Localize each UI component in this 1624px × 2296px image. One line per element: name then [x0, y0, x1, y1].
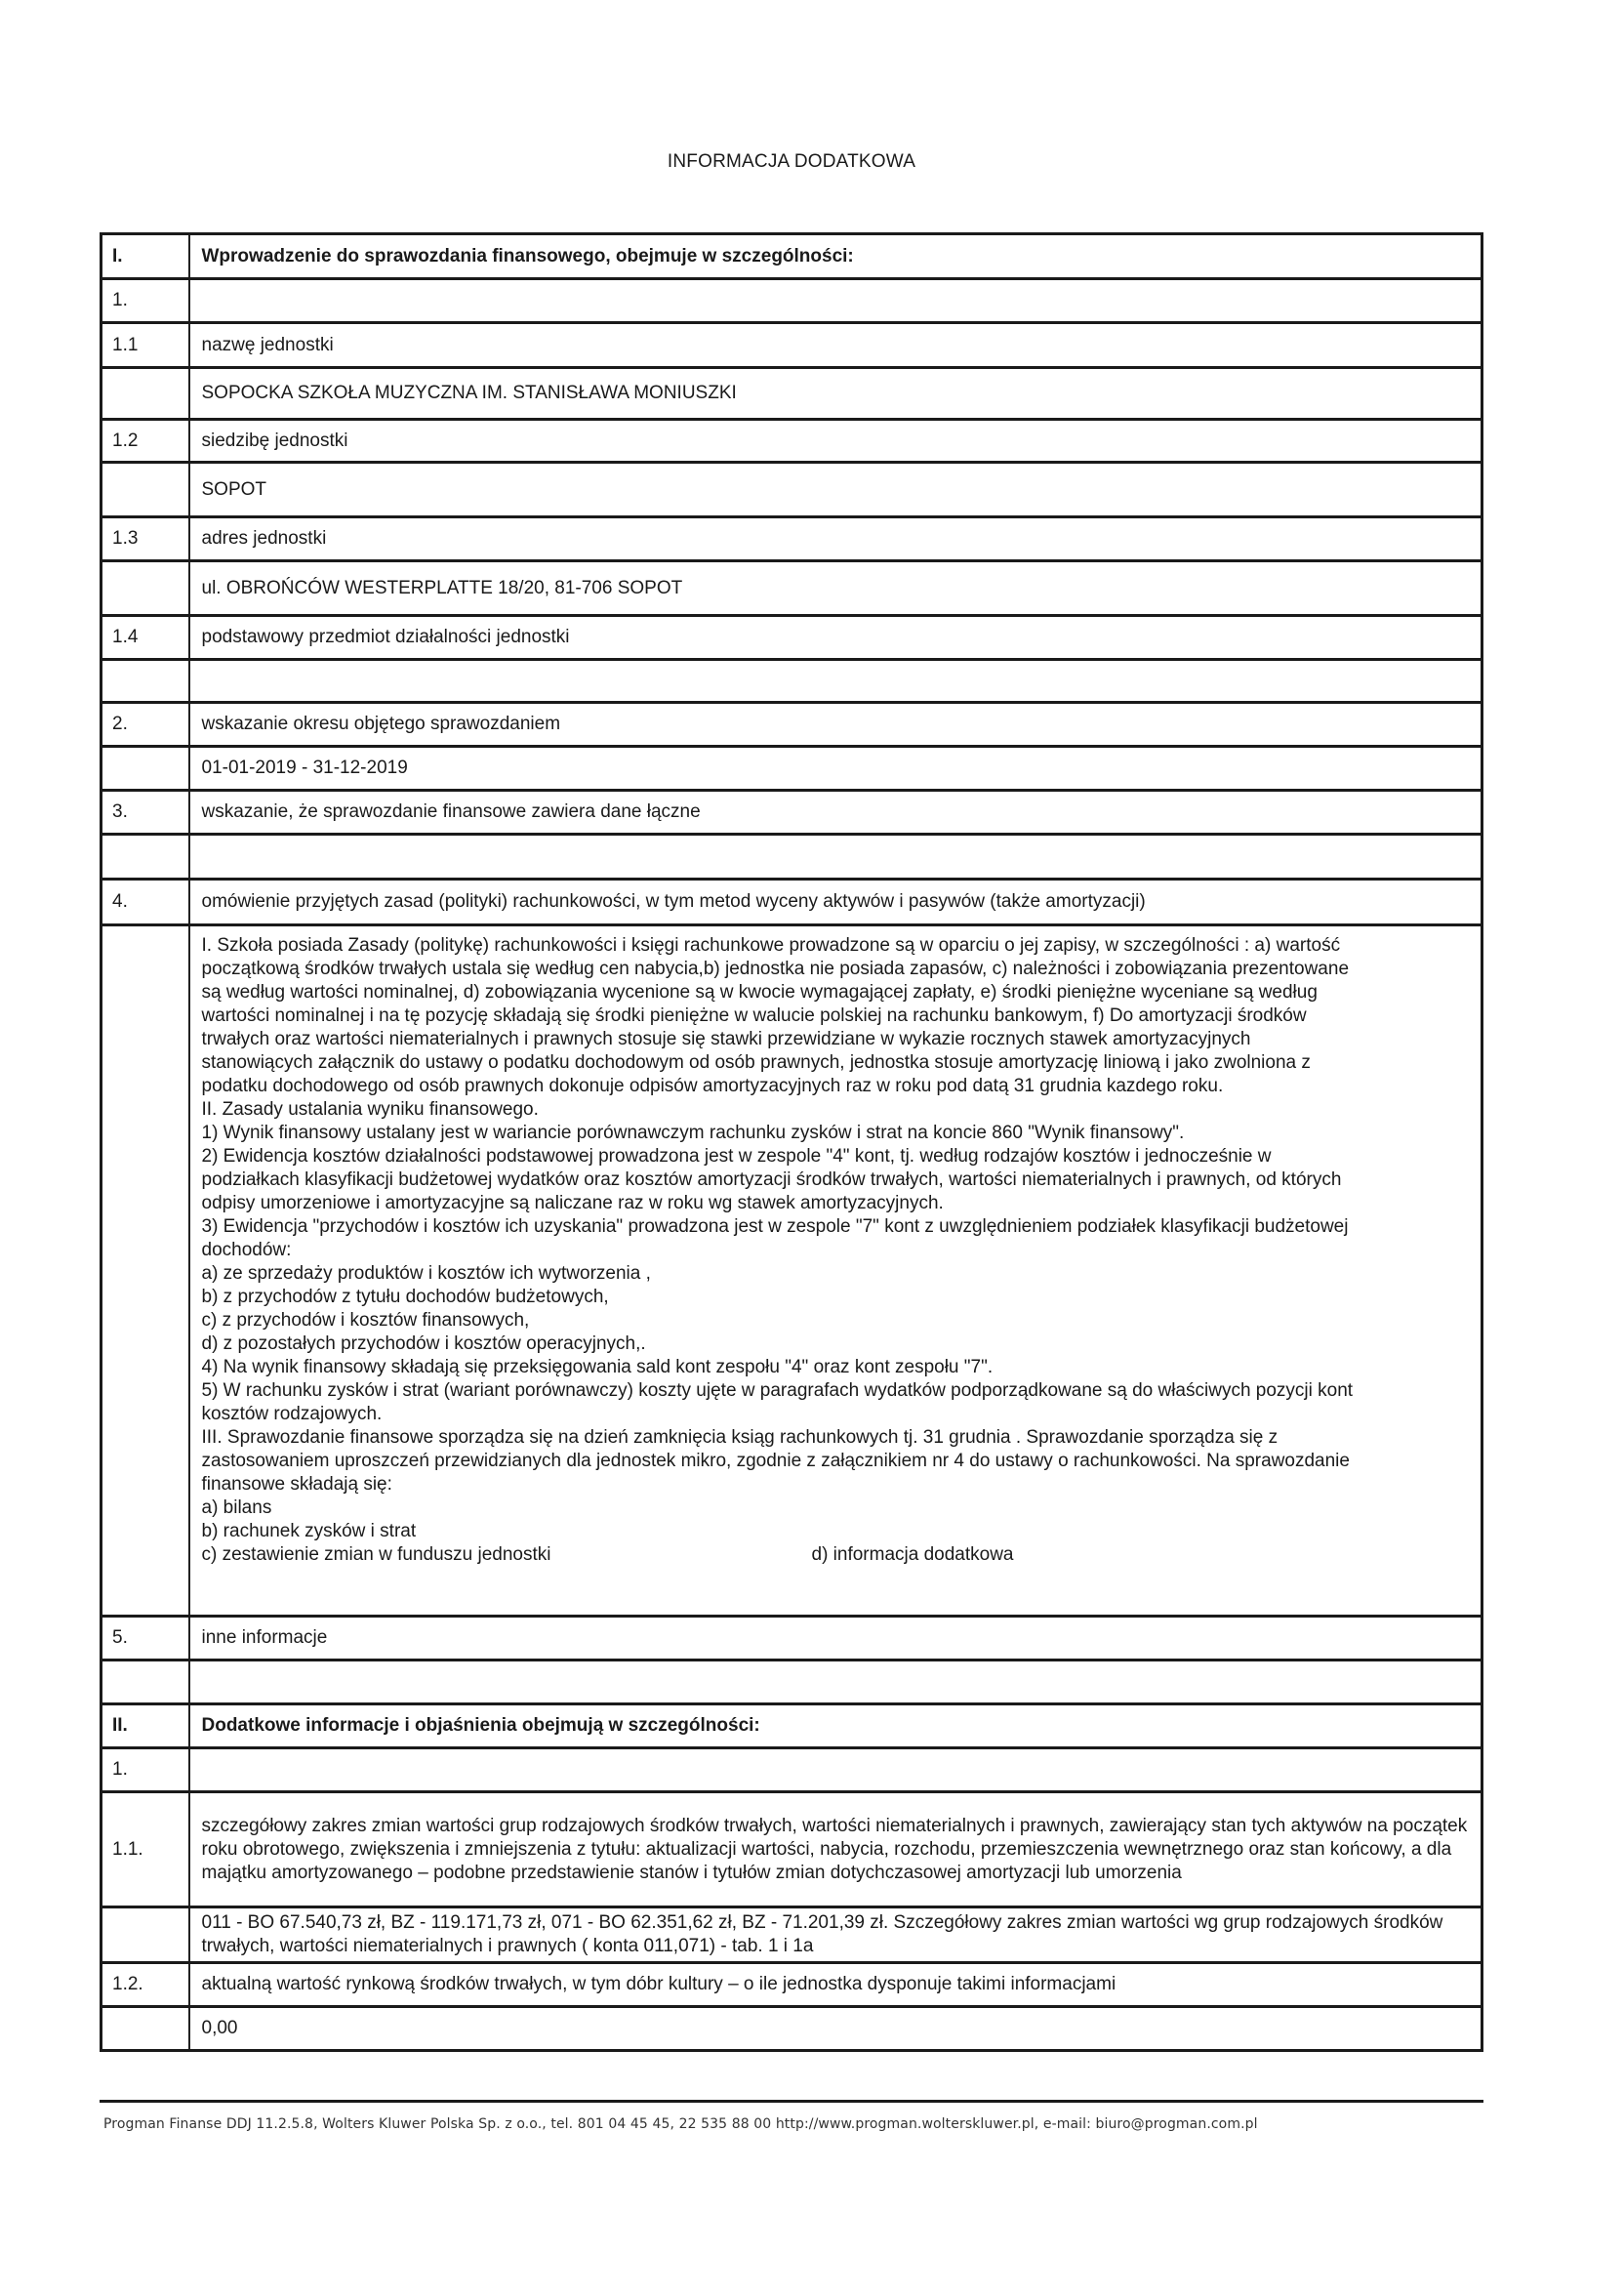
row-number: 1.2 — [102, 420, 189, 463]
unit-name-value: SOPOCKA SZKOŁA MUZYCZNA IM. STANISŁAWA MONIUSZKI — [189, 368, 1482, 420]
policy-line: dochodów: — [201, 1240, 292, 1260]
row-number — [102, 1660, 189, 1704]
table-row — [102, 1792, 1482, 1907]
policy-line: wartości nominalnej i na tę pozycję składają się środki pieniężne w walucie polskiej na rachunku bankowym, f) Do amortyzacji środków — [201, 1005, 1307, 1026]
table-row — [102, 703, 1482, 747]
row-number — [102, 925, 189, 1617]
row-number — [102, 2007, 189, 2051]
policy-line: 5) W rachunku zysków i strat (wariant porównawczy) koszty ujęte w paragrafach wydatków podporządkowane są do właściwych pozycji kont — [201, 1380, 1354, 1401]
policy-last-line — [202, 1543, 1470, 1567]
policy-line: kosztów rodzajowych. — [201, 1404, 383, 1424]
policy-line: stanowiących załącznik do ustawy o podatku dochodowym od osób prawnych, jednostka stosuje amortyzację liniową i jako zwolniona z — [201, 1052, 1311, 1073]
table-row — [102, 791, 1482, 835]
row-text: aktualną wartość rynkową środków trwałych, w tym dóbr kultury – o ile jednostka dysponuje takimi informacjami — [189, 1963, 1482, 2007]
policy-line: 1) Wynik finansowy ustalany jest w wariancie porównawczym rachunku zysków i strat na koncie 860 "Wynik finansowy". — [201, 1123, 1185, 1143]
section-heading: Wprowadzenie do sprawozdania finansowego, obejmuje w szczególności: — [189, 234, 1482, 279]
policy-line: odpisy umorzeniowe i amortyzacyjne są naliczane raz w roku wg stawek amortyzacyjnych. — [201, 1193, 944, 1213]
row-number — [102, 835, 189, 880]
policy-item-d: d) informacja dodatkowa — [811, 1544, 1014, 1565]
section-number: II. — [102, 1704, 189, 1748]
table-row — [102, 517, 1482, 561]
policy-line: trwałych oraz wartości niematerialnych i prawnych stosuje się stawki przewidziane w wykazie rocznych stawek amortyzacyjnych — [201, 1029, 1251, 1049]
row-text — [189, 1660, 1482, 1704]
policy-line: b) z przychodów z tytułu dochodów budżetowych, — [201, 1287, 609, 1307]
row-text: wskazanie okresu objętego sprawozdaniem — [189, 703, 1482, 747]
policy-line: podatku dochodowego od osób prawnych dokonuje odpisów amortyzacyjnych raz w roku pod datą 31 grudnia kazdego roku. — [201, 1076, 1224, 1096]
policy-line: 3) Ewidencja "przychodów i kosztów ich uzyskania" prowadzona jest w zespole "7" kont z uwzględnieniem podziałek klasyfikacji budżetowej — [201, 1216, 1349, 1237]
policy-line: II. Zasady ustalania wyniku finansowego. — [201, 1099, 539, 1120]
table-row — [102, 1660, 1482, 1704]
policy-line: b) rachunek zysków i strat — [201, 1521, 417, 1541]
accounting-policy-row — [102, 925, 1482, 1617]
additional-information-table — [100, 232, 1483, 2052]
row-text: adres jednostki — [189, 517, 1482, 561]
section-1-header-row — [102, 234, 1482, 279]
policy-line: finansowe składają się: — [201, 1474, 392, 1495]
row-text: wskazanie, że sprawozdanie finansowe zawiera dane łączne — [189, 791, 1482, 835]
row-number — [102, 463, 189, 517]
market-value: 0,00 — [189, 2007, 1482, 2051]
policy-line: d) z pozostałych przychodów i kosztów operacyjnych,. — [201, 1333, 646, 1354]
row-number — [102, 561, 189, 616]
fixed-assets-values: 011 - BO 67.540,73 zł, BZ - 119.171,73 zł, 071 - BO 62.351,62 zł, BZ - 71.201,39 zł. Szczegółowy zakres zmian wartości wg grup rodzajowych środków trwałych, wartości niematerialnych i prawnych ( konta 011,071) - tab. 1 i 1a — [189, 1907, 1482, 1963]
table-row — [102, 420, 1482, 463]
unit-address-value: ul. OBROŃCÓW WESTERPLATTE 18/20, 81-706 SOPOT — [189, 561, 1482, 616]
table-row — [102, 1963, 1482, 2007]
policy-line: podziałkach klasyfikacji budżetowej wydatków oraz kosztów amortyzacji środków trwałych, wartości niematerialnych i prawnych, od których — [201, 1169, 1342, 1190]
policy-line: III. Sprawozdanie finansowe sporządza się na dzień zamknięcia ksiąg rachunkowych tj. 31 grudnia . Sprawozdanie sporządza się z — [201, 1427, 1279, 1448]
row-number: 2. — [102, 703, 189, 747]
policy-line: są według wartości nominalnej, d) zobowiązania wycenione są w kwocie wymagającej zapłaty, e) środki pieniężne wyceniane są według — [201, 982, 1318, 1003]
row-text — [189, 835, 1482, 880]
table-row — [102, 616, 1482, 660]
row-number — [102, 660, 189, 703]
table-row — [102, 835, 1482, 880]
row-number: 1. — [102, 1748, 189, 1792]
table-row — [102, 880, 1482, 925]
row-number: 1.4 — [102, 616, 189, 660]
section-number: I. — [102, 234, 189, 279]
row-number: 1.1 — [102, 323, 189, 368]
policy-line: 2) Ewidencja kosztów działalności podstawowej prowadzona jest w zespole "4" kont, tj. według rodzajów kosztów i jednocześnie w — [201, 1146, 1272, 1167]
row-number — [102, 747, 189, 791]
row-number: 1.2. — [102, 1963, 189, 2007]
table-row — [102, 1748, 1482, 1792]
table-row — [102, 463, 1482, 517]
row-number: 1.1. — [102, 1792, 189, 1907]
policy-line: a) ze sprzedaży produktów i kosztów ich wytworzenia , — [201, 1263, 651, 1284]
policy-line: początkową środków trwałych ustala się według cen nabycia,b) jednostka nie posiada zapasów, c) należności i zobowiązania prezentowane — [201, 959, 1350, 979]
row-number: 1. — [102, 279, 189, 323]
table-row — [102, 1617, 1482, 1660]
row-number — [102, 1907, 189, 1963]
row-text: siedzibę jednostki — [189, 420, 1482, 463]
row-text: omówienie przyjętych zasad (polityki) rachunkowości, w tym metod wyceny aktywów i pasywów (także amortyzacji) — [189, 880, 1482, 925]
table-row — [102, 1907, 1482, 1963]
table-row — [102, 747, 1482, 791]
row-text — [189, 660, 1482, 703]
table-row — [102, 279, 1482, 323]
table-row — [102, 368, 1482, 420]
row-number: 1.3 — [102, 517, 189, 561]
policy-line: a) bilans — [201, 1497, 272, 1518]
footer-divider — [100, 2100, 1483, 2103]
unit-seat-value: SOPOT — [189, 463, 1482, 517]
policy-line: c) z przychodów i kosztów finansowych, — [201, 1310, 530, 1331]
row-text: nazwę jednostki — [189, 323, 1482, 368]
table-row — [102, 2007, 1482, 2051]
row-number: 4. — [102, 880, 189, 925]
section-2-header-row — [102, 1704, 1482, 1748]
footer-text: Progman Finanse DDJ 11.2.5.8, Wolters Kluwer Polska Sp. z o.o., tel. 801 04 45 45, 22 535 88 00 http://www.progman.wolterskluwer.pl, e-mail: biuro@progman.com.pl — [103, 2116, 1258, 2132]
table-row — [102, 660, 1482, 703]
table-row — [102, 323, 1482, 368]
row-number: 3. — [102, 791, 189, 835]
row-number — [102, 368, 189, 420]
row-text: podstawowy przedmiot działalności jednostki — [189, 616, 1482, 660]
policy-item-c: c) zestawienie zmian w funduszu jednostki — [201, 1544, 551, 1565]
table-row — [102, 561, 1482, 616]
document-title: INFORMACJA DODATKOWA — [667, 151, 916, 172]
row-text — [189, 279, 1482, 323]
row-number: 5. — [102, 1617, 189, 1660]
reporting-period-value: 01-01-2019 - 31-12-2019 — [189, 747, 1482, 791]
section-heading: Dodatkowe informacje i objaśnienia obejmują w szczególności: — [189, 1704, 1482, 1748]
policy-line: 4) Na wynik finansowy składają się przeksięgowania sald kont zespołu "4" oraz kont zespołu "7". — [201, 1357, 994, 1377]
policy-line: I. Szkoła posiada Zasady (politykę) rachunkowości i księgi rachunkowe prowadzone są w oparciu o jej zapisy, w szczególności : a) wartość — [201, 935, 1341, 956]
accounting-policy-text — [189, 925, 1482, 1617]
row-text: szczegółowy zakres zmian wartości grup rodzajowych środków trwałych, wartości niematerialnych i prawnych, zawierający stan tych aktywów na początek roku obrotowego, zwiększenia i zmniejszenia z tytułu: aktualizacji wartości, nabycia, rozchodu, przemieszczenia wewnętrznego oraz stan końcowy, a dla majątku amortyzowanego – podobne przedstawienie stanów i tytułów zmian dotychczasowej amortyzacji lub umorzenia — [189, 1792, 1482, 1907]
row-text: inne informacje — [189, 1617, 1482, 1660]
policy-line: zastosowaniem uproszczeń przewidzianych dla jednostek mikro, zgodnie z załącznikiem nr 4 do ustawy o rachunkowości. Na sprawozdanie — [201, 1451, 1350, 1471]
row-text — [189, 1748, 1482, 1792]
